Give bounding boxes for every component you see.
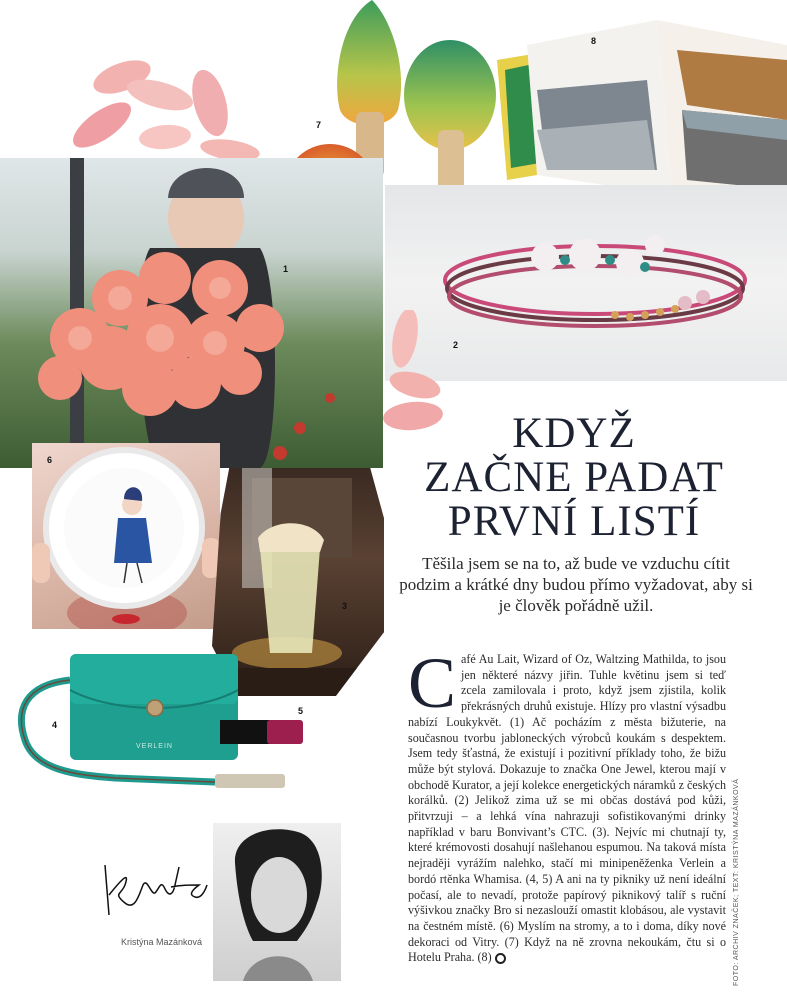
photo-number-6: 6 xyxy=(47,455,53,465)
photo-number-8: 8 xyxy=(591,36,597,46)
headline-line-3: PRVNÍ LISTÍ xyxy=(447,498,701,545)
article-headline xyxy=(384,412,764,544)
wallet-and-lipstick-photo xyxy=(15,650,305,800)
photo-number-3: 3 xyxy=(342,601,348,611)
falling-petals-decoration xyxy=(60,55,270,160)
author-signature xyxy=(95,855,210,925)
dahlias-photo xyxy=(0,158,383,468)
author-name: Kristýna Mazánková xyxy=(121,937,203,947)
author-portrait-photo xyxy=(213,823,341,981)
picnic-plate-photo xyxy=(32,443,220,629)
end-mark-icon xyxy=(495,953,506,964)
photo-number-7: 7 xyxy=(316,120,322,130)
article-lead: Těšila jsem se na to, až bude ve vzduchu cítit podzim a krátké dny budou přímo vyžadovat, aby si je člověk pořádně užil. xyxy=(399,554,753,615)
drop-cap: C xyxy=(408,643,457,723)
hotel-praha-book-photo xyxy=(497,10,787,210)
photo-number-2: 2 xyxy=(453,340,459,350)
photo-number-1: 1 xyxy=(283,264,289,274)
photo-number-5: 5 xyxy=(298,706,304,716)
photo-number-4: 4 xyxy=(52,720,58,730)
photo-text-credit: FOTO: ARCHIV ZNAČEK; TEXT: KRISTÝNA MAZÁNKOVÁ xyxy=(733,778,740,986)
headline-line-2: ZAČNE PADAT xyxy=(424,454,724,501)
wallet-brand-label: VERLEIN xyxy=(136,743,173,750)
article-body xyxy=(408,643,726,966)
headline-line-1: KDYŽ xyxy=(512,410,636,457)
article-body-text: afé Au Lait, Wizard of Oz, Waltzing Mathilda, to jsou jen některé názvy jiřin. Tuhle květinu jsem si teď zcela zamilovala i proto, když jsem zjistila, kolik překrásných druhů existuje. Hlízy pro vlastní výsadbu nabízí Loukykvět. (1) Ač pocházím z města bižuterie, na současnou tvorbu jabloneckých výrobců koukám s despektem. Jsem tedy šťastná, že existují i pozitivní příklady toho, že bižu může být stylová. Dokazuje to značka One Jewel, kterou mají v obchodě Kurator, a její kolekce energetických náramků z českých korálků. (2) Jelikož zima už se mi občas dostává pod kůži, přitvrzuji – a lehká vína nahrazuji sofistikovanými drinky například v baru Bonvivant’s CTC. (3). Nejvíc mi chutnají ty, které krémovosti dosahují našlehanou espumou. Na taková místa nejraději vyrážím nalehko, stačí mi minipeněženka Verlein a bordó rtěnka Whamisa. (4, 5) A ani na ty pikniky už není ideální počasí, ale to nevadí, protože papírový piknikový talíř s ruční výšivkou značky Bro si nezaslouží omastit klobásou, ale vystavit na čestném místě. (6) Myslím na stromy, a to i doma, díky nové dekoraci od Vitry. (7) Když na ně zrovna nekoukám, čtu si o Hotelu Praha. (8) xyxy=(408,652,726,965)
